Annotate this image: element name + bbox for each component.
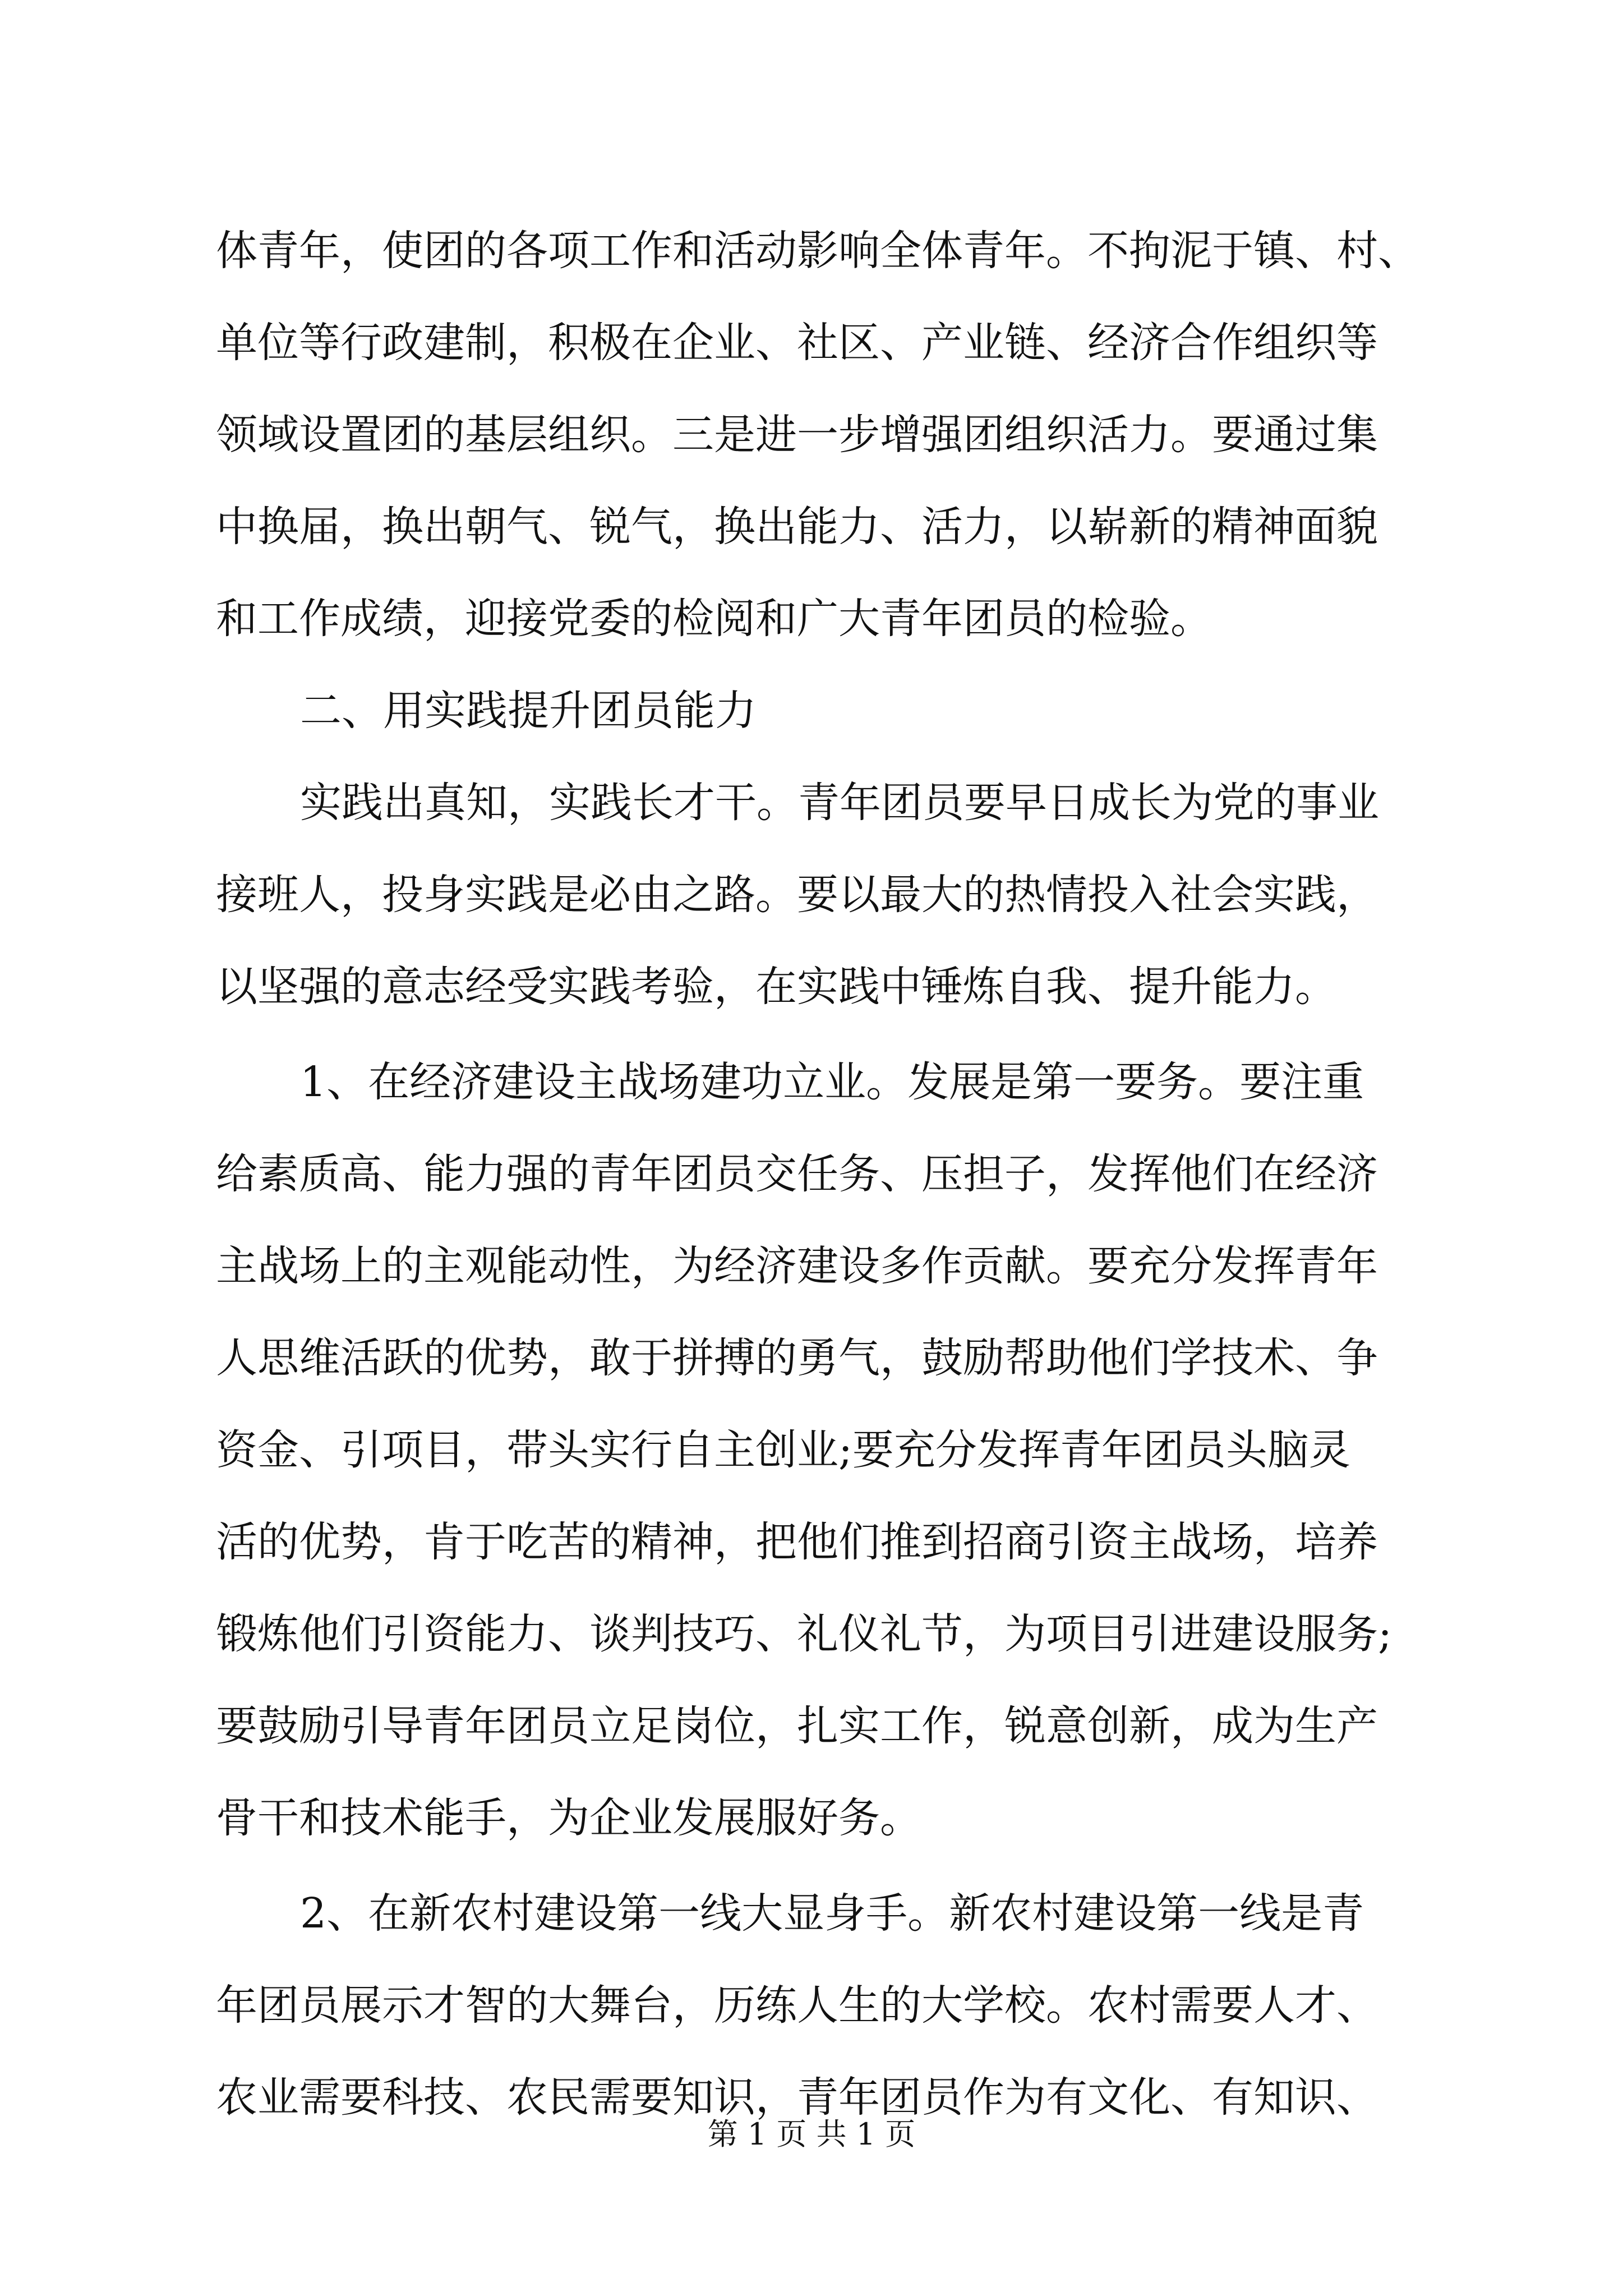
text-line: 主战场上的主观能动性，为经济建设多作贡献。要充分发挥青年 <box>216 1242 1378 1290</box>
text-line: 中换届，换出朝气、锐气，换出能力、活力，以崭新的精神面貌 <box>216 503 1378 551</box>
text-line: 接班人，投身实践是必由之路。要以最大的热情投入社会实践， <box>216 871 1378 919</box>
text-line: 1、在经济建设主战场建功立业。发展是第一要务。要注重 <box>300 1058 1364 1106</box>
text-line: 要鼓励引导青年团员立足岗位，扎实工作，锐意创新，成为生产 <box>216 1702 1378 1750</box>
text-line: 锻炼他们引资能力、谈判技巧、礼仪礼节，为项目引进建设服务; <box>216 1610 1392 1658</box>
text-line: 农业需要科技、农民需要知识，青年团员作为有文化、有知识、 <box>216 2073 1378 2122</box>
text-line: 骨干和技术能手，为企业发展服好务。 <box>216 1794 921 1842</box>
text-line: 人思维活跃的优势，敢于拼搏的勇气，鼓励帮助他们学技术、争 <box>216 1334 1378 1382</box>
text-line: 领域设置团的基层组织。三是进一步增强团组织活力。要通过集 <box>216 411 1378 459</box>
text-line: 体青年，使团的各项工作和活动影响全体青年。不拘泥于镇、村、 <box>216 227 1419 275</box>
text-line: 2、在新农村建设第一线大显身手。新农村建设第一线是青 <box>300 1889 1364 1938</box>
page-footer <box>0 2115 1623 2154</box>
section-heading: 二、用实践提升团员能力 <box>300 687 757 735</box>
text-line: 和工作成绩，迎接党委的检阅和广大青年团员的检验。 <box>216 595 1212 643</box>
text-line: 单位等行政建制，积极在企业、社区、产业链、经济合作组织等 <box>216 319 1378 367</box>
text-line: 活的优势，肯于吃苦的精神，把他们推到招商引资主战场，培养 <box>216 1518 1378 1566</box>
text-line: 资金、引项目，带头实行自主创业;要充分发挥青年团员头脑灵 <box>216 1426 1350 1474</box>
document-body <box>216 205 1427 2143</box>
text-line: 实践出真知，实践长才干。青年团员要早日成长为党的事业 <box>300 779 1379 827</box>
text-line: 给素质高、能力强的青年团员交任务、压担子，发挥他们在经济 <box>216 1150 1378 1198</box>
page-number: 第 1 页 共 1 页 <box>707 2116 916 2152</box>
text-line: 以坚强的意志经受实践考验，在实践中锤炼自我、提升能力。 <box>216 963 1336 1011</box>
text-line: 年团员展示才智的大舞台，历练人生的大学校。农村需要人才、 <box>216 1981 1378 2030</box>
